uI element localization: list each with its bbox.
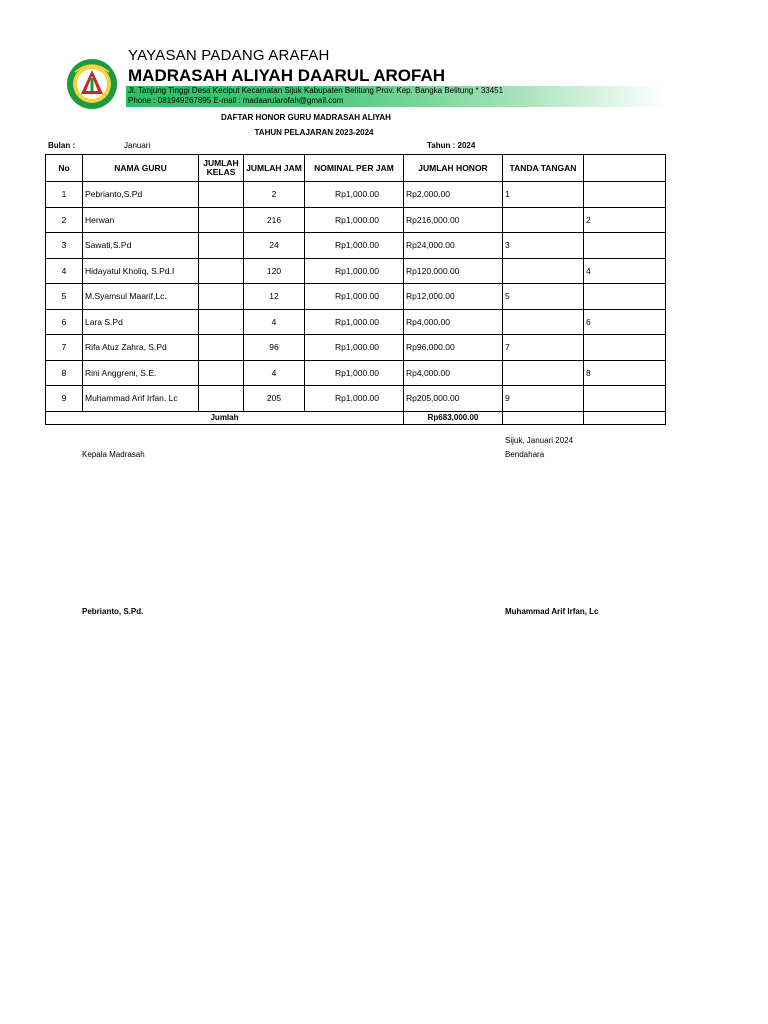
cell-nominal: Rp1,000.00: [305, 360, 404, 386]
col-header-no: No: [46, 155, 83, 182]
cell-sign-right: [584, 386, 666, 412]
cell-jam: 12: [244, 284, 305, 310]
cell-nominal: Rp1,000.00: [305, 284, 404, 310]
year-label: Tahun : 2024: [427, 141, 476, 150]
cell-sign-right: 4: [584, 258, 666, 284]
honor-table: [45, 154, 666, 425]
table-header-row: [46, 155, 666, 182]
cell-jam: 4: [244, 309, 305, 335]
col-header-kelas-label: JUMLAH KELAS: [203, 158, 239, 177]
cell-sign-right: [584, 284, 666, 310]
col-header-signature-2: [584, 155, 666, 182]
left-signer-role: Kepala Madrasah: [82, 450, 145, 459]
cell-sign-left: 3: [503, 233, 584, 259]
total-empty-2: [584, 411, 666, 424]
cell-no: 3: [46, 233, 83, 259]
month-value: Januari: [124, 141, 151, 150]
cell-jam: 96: [244, 335, 305, 361]
cell-nominal: Rp1,000.00: [305, 335, 404, 361]
cell-sign-left: [503, 309, 584, 335]
cell-sign-left: 1: [503, 182, 584, 208]
school-logo: [66, 58, 118, 110]
cell-jam: 120: [244, 258, 305, 284]
col-header-nominal: NOMINAL PER JAM: [305, 155, 404, 182]
cell-sign-left: 5: [503, 284, 584, 310]
col-header-honor: JUMLAH HONOR: [404, 155, 503, 182]
document-title: DAFTAR HONOR GURU MADRASAH ALIYAH: [221, 113, 391, 122]
right-signer-role: Bendahara: [505, 450, 545, 459]
table-row: [46, 335, 666, 361]
cell-sign-right: 6: [584, 309, 666, 335]
cell-honor: Rp120,000.00: [404, 258, 503, 284]
foundation-name: YAYASAN PADANG ARAFAH: [128, 47, 330, 64]
cell-sign-left: 9: [503, 386, 584, 412]
cell-jam: 205: [244, 386, 305, 412]
cell-kelas: [199, 386, 244, 412]
cell-name: Rifa Atuz Zahra, S.Pd: [83, 335, 199, 361]
cell-honor: Rp96,000.00: [404, 335, 503, 361]
cell-honor: Rp4,000.00: [404, 360, 503, 386]
cell-kelas: [199, 258, 244, 284]
cell-name: M.Syamsul Maarif,Lc.: [83, 284, 199, 310]
total-value: Rp683,000.00: [404, 411, 503, 424]
cell-sign-left: 7: [503, 335, 584, 361]
cell-sign-left: [503, 360, 584, 386]
place-date: Sijuk, Januari 2024: [505, 436, 574, 445]
col-header-name: NAMA GURU: [83, 155, 199, 182]
school-address: Jl. Tanjung Tinggi Desa Keciput Kecamatan Sijuk Kabupaten Belitung Prov. Kep. Bangka Belitung * 33451: [128, 86, 504, 95]
cell-no: 2: [46, 207, 83, 233]
cell-nominal: Rp1,000.00: [305, 207, 404, 233]
school-name: MADRASAH ALIYAH DAARUL AROFAH: [128, 66, 446, 85]
cell-nominal: Rp1,000.00: [305, 182, 404, 208]
total-label-text: Jumlah: [210, 413, 239, 422]
table-total-row: [46, 411, 666, 424]
cell-honor: Rp4,000.00: [404, 309, 503, 335]
cell-name: Hidayatul Kholiq, S.Pd.I: [83, 258, 199, 284]
table-row: [46, 207, 666, 233]
school-logo-icon: [66, 58, 118, 110]
cell-nominal: Rp1,000.00: [305, 386, 404, 412]
cell-sign-right: [584, 335, 666, 361]
cell-kelas: [199, 233, 244, 259]
cell-kelas: [199, 335, 244, 361]
cell-no: 8: [46, 360, 83, 386]
cell-sign-left: [503, 207, 584, 233]
cell-nominal: Rp1,000.00: [305, 233, 404, 259]
cell-name: Rini Anggreni, S.E.: [83, 360, 199, 386]
col-header-jam: JUMLAH JAM: [244, 155, 305, 182]
cell-no: 6: [46, 309, 83, 335]
cell-nominal: Rp1,000.00: [305, 309, 404, 335]
cell-name: Herwan: [83, 207, 199, 233]
cell-no: 9: [46, 386, 83, 412]
table-row: [46, 386, 666, 412]
cell-name: Pebrianto,S.Pd: [83, 182, 199, 208]
cell-no: 4: [46, 258, 83, 284]
cell-jam: 216: [244, 207, 305, 233]
total-label: [46, 411, 404, 424]
cell-jam: 24: [244, 233, 305, 259]
document-subtitle: TAHUN PELAJARAN 2023-2024: [254, 128, 374, 137]
cell-honor: Rp24,000.00: [404, 233, 503, 259]
cell-sign-right: 2: [584, 207, 666, 233]
cell-honor: Rp12,000.00: [404, 284, 503, 310]
cell-kelas: [199, 182, 244, 208]
cell-nominal: Rp1,000.00: [305, 258, 404, 284]
cell-no: 7: [46, 335, 83, 361]
col-header-signature: TANDA TANGAN: [503, 155, 584, 182]
left-signer-name: Pebrianto, S.Pd.: [82, 607, 144, 616]
cell-honor: Rp2,000.00: [404, 182, 503, 208]
cell-sign-right: [584, 233, 666, 259]
month-label: Bulan :: [48, 141, 76, 150]
cell-honor: Rp216,000.00: [404, 207, 503, 233]
cell-no: 5: [46, 284, 83, 310]
cell-jam: 4: [244, 360, 305, 386]
table-row: [46, 309, 666, 335]
cell-honor: Rp205,000.00: [404, 386, 503, 412]
cell-jam: 2: [244, 182, 305, 208]
cell-kelas: [199, 309, 244, 335]
cell-sign-right: 8: [584, 360, 666, 386]
cell-kelas: [199, 360, 244, 386]
cell-kelas: [199, 207, 244, 233]
table-row: [46, 284, 666, 310]
right-signer-name: Muhammad Arif Irfan, Lc: [505, 607, 599, 616]
cell-no: 1: [46, 182, 83, 208]
cell-sign-left: [503, 258, 584, 284]
cell-name: Lara S.Pd: [83, 309, 199, 335]
total-empty-1: [503, 411, 584, 424]
table-row: [46, 258, 666, 284]
cell-name: Muhammad Arif Irfan. Lc: [83, 386, 199, 412]
table-row: [46, 233, 666, 259]
cell-kelas: [199, 284, 244, 310]
table-row: [46, 182, 666, 208]
table-row: [46, 360, 666, 386]
cell-sign-right: [584, 182, 666, 208]
cell-name: Sawati,S.Pd: [83, 233, 199, 259]
col-header-kelas: [199, 155, 244, 182]
school-contact: Phone : 081949267895 E-mail : madaarularofah@gmail.com: [128, 96, 344, 105]
